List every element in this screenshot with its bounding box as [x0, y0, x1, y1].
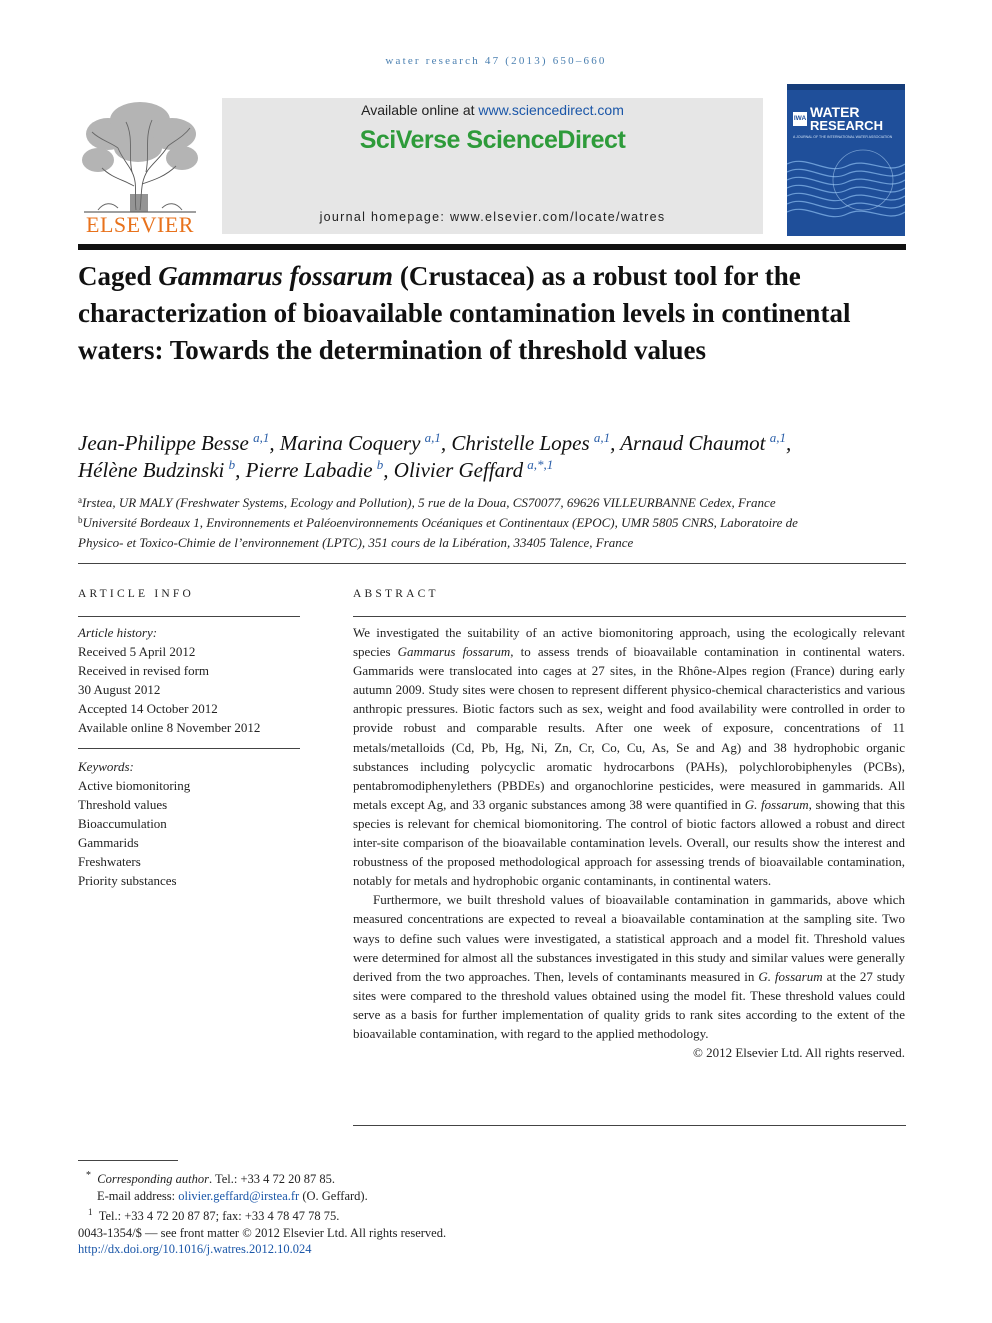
author-separator: , [235, 458, 246, 482]
author-sup[interactable]: a,1 [424, 430, 441, 445]
journal-cover[interactable] [787, 84, 905, 236]
corresponding-label: Corresponding author [97, 1172, 209, 1187]
abstract-text: at the 27 study sites were compared to the threshold values obtained using the model fit. These threshold values could serve as a basis for further implementation of quality grids to rank sites according to the extent of the bioavailable contamination, with regard to the applied methodology. [353, 968, 906, 1041]
issn-line: 0043-1354/$ — see front matter © 2012 Elsevier Ltd. All rights reserved. [78, 1225, 447, 1240]
article-info-rule [78, 616, 300, 617]
running-head: water research 47 (2013) 650–660 [385, 55, 607, 67]
cover-title-research: RESEARCH [810, 118, 883, 133]
keywords-label: Keywords: [78, 759, 134, 774]
history-item: Received 5 April 2012 [78, 644, 196, 659]
author[interactable]: Pierre Labadie [245, 458, 373, 482]
author-list [78, 430, 908, 484]
author[interactable]: Christelle Lopes [451, 431, 590, 455]
sciverse-logo[interactable]: SciVerse ScienceDirect [359, 126, 626, 154]
author[interactable]: Hélène Budzinski [78, 458, 225, 482]
affiliation-a [78, 493, 908, 513]
species-name: G. fossarum [758, 968, 823, 984]
history-item: Accepted 14 October 2012 [78, 701, 218, 716]
keyword[interactable]: Gammarids [78, 835, 139, 850]
cover-title-water: WATER [810, 104, 860, 120]
footnote-text: Tel.: +33 4 72 20 87 87; fax: +33 4 78 47 78 75. [98, 1209, 340, 1224]
keyword[interactable]: Threshold values [78, 797, 168, 812]
elsevier-wordmark: ELSEVIER [86, 212, 194, 237]
footnote-rule [78, 1160, 178, 1161]
affiliation-mark: a [78, 495, 82, 505]
title-part2: (Crustacea) as a robust tool for the characterization of bioavailable contamination levels in continental waters: Towards the determination of threshold values [78, 261, 851, 365]
email-label: E-mail address: [97, 1188, 179, 1203]
author[interactable]: Arnaud Chaumot [620, 431, 766, 455]
footnote-mark: * [86, 1170, 91, 1181]
corresponding-tel: . Tel.: +33 4 72 20 87 85. [208, 1172, 336, 1187]
abstract-end-rule [353, 1125, 906, 1126]
article-info-heading: ARTICLE INFO [78, 588, 194, 600]
author-sup[interactable]: a,*,1 [527, 457, 554, 472]
history-item: Received in revised form [78, 663, 210, 678]
author[interactable]: Marina Coquery [279, 431, 421, 455]
affiliation-b [78, 513, 908, 552]
keyword[interactable]: Bioaccumulation [78, 816, 167, 831]
author-separator: , [610, 431, 621, 455]
species-name: G. fossarum [744, 796, 809, 812]
affiliation-text: Irstea, UR MALY (Freshwater Systems, Ecology and Pollution), 5 rue de la Doua, CS70077, 69626 VILLEURBANNE Cedex, France [82, 495, 776, 510]
abstract-paragraph-1 [353, 623, 905, 890]
footnotes [78, 1168, 908, 1258]
abstract-text: Furthermore, we built threshold values of bioavailable contamination in gammarids, above which measured concentrations are expected to reveal a bioavailable contamination at the sampling site. Two ways to define such values were investigated, a statistical approach and a model fit. Threshold values were determined for almost all the substances investigated in this study and similar values were generally derived from the two approaches. Then, levels of contaminants measured in [353, 892, 905, 984]
available-online [222, 102, 763, 118]
abstract-rule [353, 616, 906, 617]
author-separator: , [269, 431, 280, 455]
author-separator: , [785, 431, 792, 455]
author[interactable]: Jean-Philippe Besse [78, 431, 249, 455]
doi-link[interactable]: http://dx.doi.org/10.1016/j.watres.2012.10.024 [78, 1242, 312, 1257]
corresponding-author-note [78, 1168, 908, 1188]
cover-subtitle: A JOURNAL OF THE INTERNATIONAL WATER ASSOCIATION [793, 135, 893, 139]
author[interactable]: Olivier Geffard [393, 458, 524, 482]
abstract-text: , to assess trends of bioavailable contamination in continental waters. Gammarids were translocated into cages at 27 sites, in the Rhône-Alpes region (France) during early autumn 2009. Study sites were chosen to represent different physico-chemical characteristics and various anthropic pressures. Biotic factors such as sex, weight and food availability were controlled in order to provide robust and comparable results. After one week of exposure, concentrations of 11 metals/metalloids (Cd, Pb, Hg, Ni, Zn, Cr, Co, Cu, As, Se and Ag) and 38 hydrophobic organic substances including polycyclic aromatic hydrocarbons (PAHs), polychlorobiphenyles (PCBs), pentabromodiphenylethers (PBDEs) and organochlorine pesticides, were measured in gammarids. All metals except Ag, and 33 organic substances among 38 were quantified in [353, 644, 905, 812]
footnote-1 [78, 1204, 908, 1225]
email-note [78, 1188, 908, 1205]
author-sup[interactable]: b [228, 457, 236, 472]
email-link[interactable]: olivier.geffard@irstea.fr [178, 1188, 300, 1203]
article-title [78, 258, 908, 369]
author-sup[interactable]: a,1 [769, 430, 786, 445]
abstract-text: We investigated the suitability of an active biomonitoring approach, using the ecologically relevant species [353, 625, 905, 660]
history-rule [78, 748, 300, 749]
keyword[interactable]: Active biomonitoring [78, 778, 191, 793]
available-online-prefix: Available online at [361, 102, 479, 118]
sciencedirect-link[interactable]: www.sciencedirect.com [478, 102, 624, 118]
footnote-mark: 1 [88, 1207, 93, 1218]
history-item: Available online 8 November 2012 [78, 720, 261, 735]
article-history [78, 623, 300, 737]
title-species: Gammarus fossarum [158, 261, 394, 291]
affiliation-text-cont: Physico- et Toxico-Chimie de l’environnement (LPTC), 351 cours de la Libération, 33405 Talence, France [78, 534, 634, 550]
affiliation-rule [78, 563, 906, 564]
history-label: Article history: [78, 625, 158, 640]
abstract-copyright: © 2012 Elsevier Ltd. All rights reserved. [692, 1045, 905, 1061]
affiliation-mark: b [78, 515, 83, 525]
keyword[interactable]: Freshwaters [78, 854, 141, 869]
author-line-2 [78, 457, 908, 484]
sciencedirect-banner [222, 98, 763, 234]
author-sup[interactable]: a,1 [593, 430, 611, 445]
author-separator: , [440, 431, 452, 455]
title-part1: Caged [78, 261, 159, 291]
iwa-badge: IWA [793, 112, 807, 126]
abstract-paragraph-2 [353, 890, 905, 1043]
abstract-text: , showing that this species is relevant for chemical biomonitoring. The control of biotic factors allowed a robust and direct inter-site comparison of the bioavailable contamination levels. Overall, our results show the interest and robustness of the proposed methodological approach for assessing trends of bioavailable contamination, notably for metals and hydrophobic organic contaminants, in continental waters. [353, 796, 905, 889]
header-rule [78, 244, 906, 250]
species-name: Gammarus fossarum [397, 644, 511, 660]
affiliation-text: Université Bordeaux 1, Environnements et Paléoenvironnements Océaniques et Continentaux (EPOC), UMR 5805 CNRS, Laboratoire de [82, 515, 798, 530]
email-owner: (O. Geffard). [299, 1188, 368, 1203]
doi-line [78, 1241, 908, 1258]
author-sup[interactable]: b [376, 457, 384, 472]
journal-homepage[interactable]: journal homepage: www.elsevier.com/locate/watres [319, 210, 666, 224]
elsevier-logo[interactable] [78, 98, 202, 236]
keyword[interactable]: Priority substances [78, 873, 177, 888]
keywords [78, 757, 300, 890]
history-item: 30 August 2012 [78, 682, 161, 697]
author-separator: , [383, 458, 394, 482]
abstract-body [353, 623, 905, 1062]
author-line-1 [78, 430, 908, 457]
author-sup[interactable]: a,1 [253, 430, 270, 445]
abstract-heading: ABSTRACT [353, 588, 439, 600]
